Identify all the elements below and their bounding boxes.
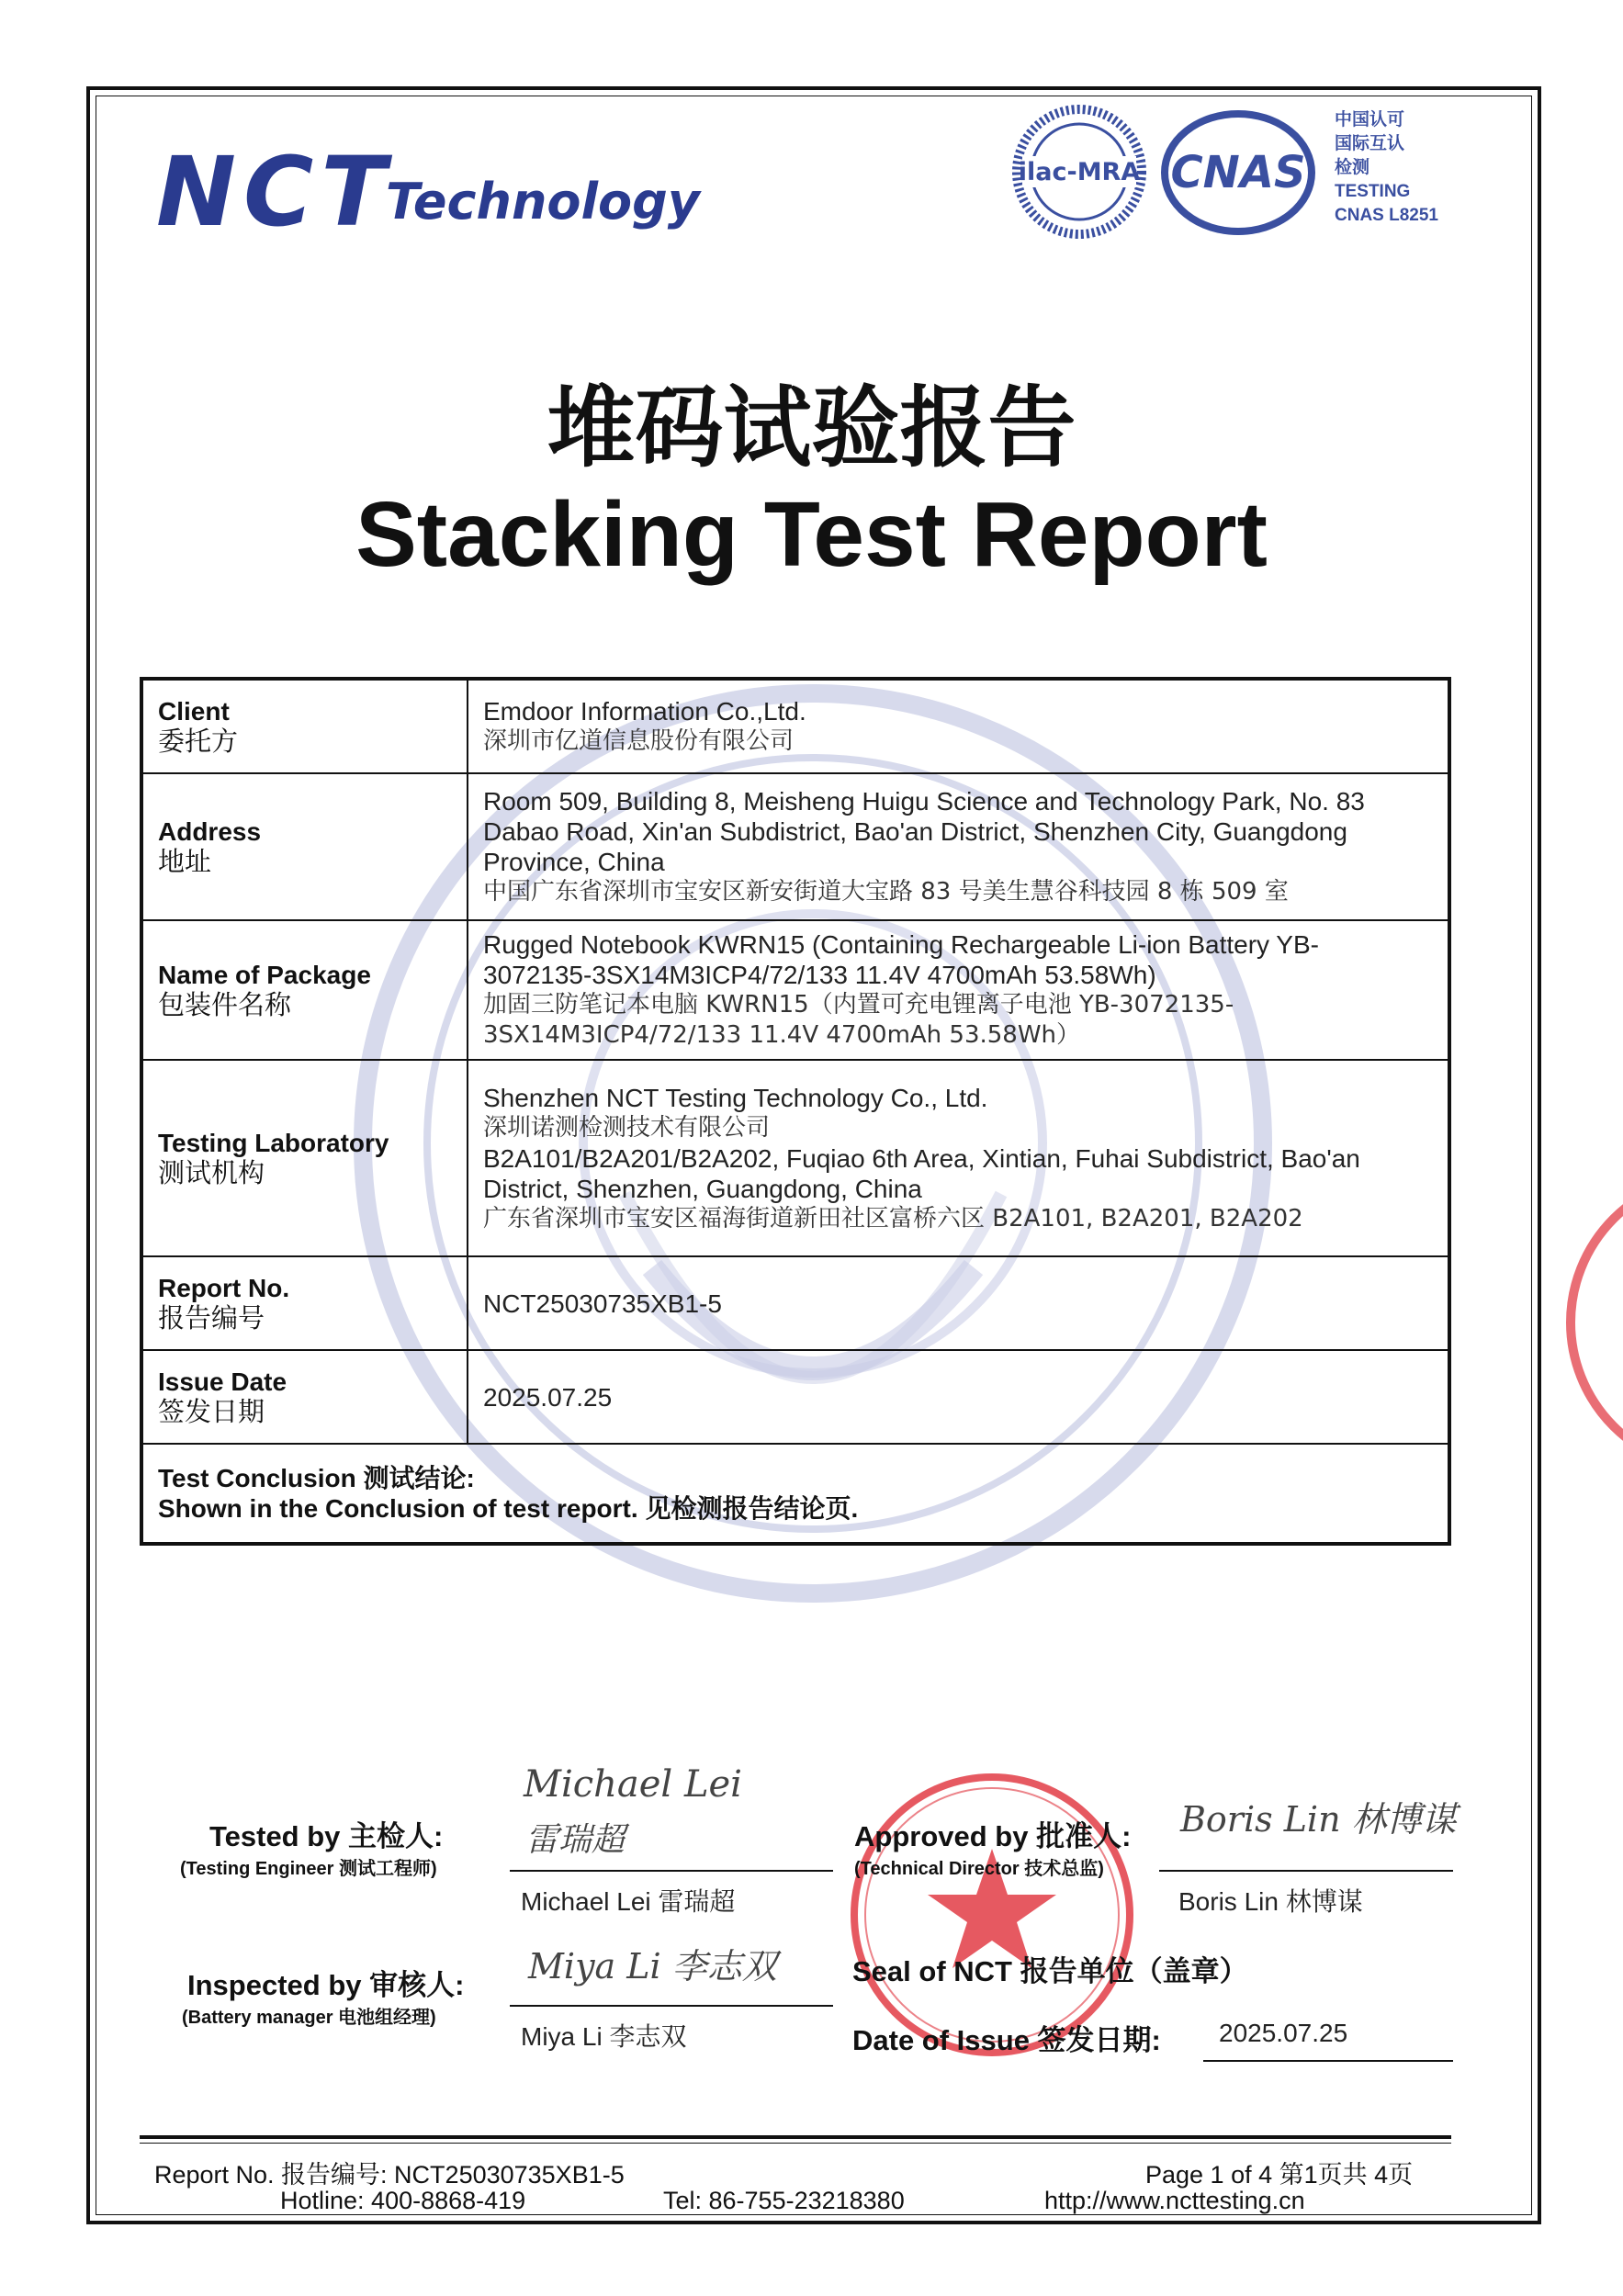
cnas-line: CNAS L8251 <box>1335 206 1438 225</box>
inspected-by-label: Inspected by 审核人: <box>187 1969 465 2001</box>
conclusion-heading: Test Conclusion 测试结论: <box>158 1464 475 1492</box>
approved-by-name: Boris Lin 林博谋 <box>1178 1887 1363 1916</box>
approved-sign-line <box>1159 1870 1453 1872</box>
address-value-line: Province, China <box>483 848 665 876</box>
footer-report-no: Report No. 报告编号: NCT25030735XB1-5 <box>154 2161 625 2189</box>
footer-hotline: Hotline: 400-8868-419 <box>280 2187 526 2214</box>
issue-date-value: 2025.07.25 <box>468 1350 1448 1444</box>
address-value-line: Dabao Road, Xin'an Subdistrict, Bao'an District, Shenzhen City, Guangdong <box>483 817 1347 846</box>
client-value-cn: 深圳市亿道信息股份有限公司 <box>483 727 795 755</box>
package-value-line: Rugged Notebook KWRN15 (Containing Rechargeable Li-ion Battery YB- <box>483 930 1319 959</box>
table-row-address <box>142 773 1448 920</box>
footer-page-number: Page 1 of 4 第1页共 4页 <box>1145 2161 1414 2189</box>
date-line <box>1203 2060 1453 2062</box>
approved-signature: Boris Lin 林博谋 <box>1180 1799 1457 1840</box>
tested-by-sub: (Testing Engineer 测试工程师) <box>180 1859 437 1879</box>
table-row-client <box>142 680 1448 773</box>
conclusion-cell <box>142 1444 1448 1543</box>
nct-logo-technology: Technology <box>386 173 700 231</box>
report-no-value: NCT25030735XB1-5 <box>468 1256 1448 1350</box>
table-row-conclusion <box>142 1444 1448 1543</box>
label-cell <box>142 920 468 1060</box>
title-english: Stacking Test Report <box>355 483 1268 586</box>
report-info-table <box>140 677 1451 1546</box>
tested-signature-en: Michael Lei <box>524 1763 742 1806</box>
footer-rule-thin <box>140 2143 1451 2144</box>
value-cell <box>468 920 1448 1060</box>
lab-name: Shenzhen NCT Testing Technology Co., Ltd. <box>483 1083 988 1112</box>
value-cell <box>468 680 1448 773</box>
cnas-logo <box>1159 108 1317 237</box>
tested-sign-line <box>510 1870 833 1872</box>
inspected-by-name: Miya Li 李志双 <box>521 2022 687 2051</box>
value-cell <box>468 1060 1448 1256</box>
tested-by-name: Michael Lei 雷瑞超 <box>521 1887 736 1916</box>
package-label: Name of Package <box>158 961 371 989</box>
tested-signature-cn: 雷瑞超 <box>525 1821 626 1859</box>
cnas-accreditation-text <box>1335 108 1438 228</box>
package-value-cn-line: 加固三防笔记本电脑 KWRN15（内置可充电锂离子电池 YB-3072135- <box>483 991 1234 1019</box>
client-value: Emdoor Information Co.,Ltd. <box>483 697 806 726</box>
footer-website-link[interactable]: http://www.ncttesting.cn <box>1044 2187 1305 2214</box>
report-no-label: Report No. <box>158 1274 290 1302</box>
lab-label: Testing Laboratory <box>158 1129 389 1157</box>
inspected-sign-line <box>510 2005 833 2007</box>
package-value-cn-line: 3SX14M3ICP4/72/133 11.4V 4700mAh 53.58Wh） <box>483 1021 1081 1049</box>
lab-address-cn: 广东省深圳市宝安区福海街道新田社区富桥六区 B2A101, B2A201, B2A202 <box>483 1204 1303 1232</box>
date-of-issue-label: Date of Issue 签发日期: <box>852 2024 1161 2056</box>
value-cell <box>468 773 1448 920</box>
report-no-label-cn: 报告编号 <box>158 1302 265 1334</box>
title-chinese: 堆码试验报告 <box>547 376 1076 479</box>
cnas-line: TESTING <box>1335 182 1411 201</box>
label-cell <box>142 1060 468 1256</box>
lab-address-line: District, Shenzhen, Guangdong, China <box>483 1174 922 1203</box>
date-of-issue-value: 2025.07.25 <box>1219 2019 1348 2047</box>
conclusion-text: Shown in the Conclusion of test report. 见检测报告结论页. <box>158 1494 859 1523</box>
footer-tel: Tel: 86-755-23218380 <box>663 2187 905 2214</box>
issue-date-label: Issue Date <box>158 1367 287 1396</box>
seal-label: Seal of NCT 报告单位（盖章） <box>852 1955 1248 1987</box>
client-label-cn: 委托方 <box>158 726 239 757</box>
tested-by-label: Tested by 主检人: <box>209 1820 444 1852</box>
cnas-line: 国际互认 <box>1335 134 1405 153</box>
cnas-line: 检测 <box>1335 158 1370 177</box>
label-cell <box>142 773 468 920</box>
address-value-line: Room 509, Building 8, Meisheng Huigu Science and Technology Park, No. 83 <box>483 787 1365 816</box>
ilac-mra-logo <box>1006 103 1153 241</box>
package-label-cn: 包装件名称 <box>158 989 292 1020</box>
lab-name-cn: 深圳诺测检测技术有限公司 <box>483 1113 771 1142</box>
lab-label-cn: 测试机构 <box>158 1157 265 1188</box>
approved-by-label: Approved by 批准人: <box>854 1820 1132 1852</box>
lab-address-line: B2A101/B2A201/B2A202, Fuqiao 6th Area, Xintian, Fuhai Subdistrict, Bao'an <box>483 1143 1360 1173</box>
table-row-package <box>142 920 1448 1060</box>
package-value-line: 3072135-3SX14M3ICP4/72/133 11.4V 4700mAh 53.58Wh) <box>483 961 1156 989</box>
issue-date-label-cn: 签发日期 <box>158 1396 265 1427</box>
label-cell <box>142 1350 468 1444</box>
cnas-text: CNAS <box>1170 147 1306 198</box>
label-cell <box>142 1256 468 1350</box>
approved-by-sub: (Technical Director 技术总监) <box>854 1859 1104 1879</box>
table-row-issue-date <box>142 1350 1448 1444</box>
footer-rule-thick <box>140 2135 1451 2139</box>
ilac-text: ilac-MRA <box>1018 158 1141 186</box>
nct-logo: NCT <box>156 136 394 248</box>
label-cell <box>142 680 468 773</box>
address-label: Address <box>158 817 262 846</box>
cnas-line: 中国认可 <box>1335 110 1405 129</box>
inspected-signature: Miya Li 李志双 <box>528 1946 777 1986</box>
client-label: Client <box>158 697 230 726</box>
address-value-cn: 中国广东省深圳市宝安区新安街道大宝路 83 号美生慧谷科技园 8 栋 509 室 <box>483 878 1289 906</box>
red-seal-edge <box>1561 1166 1623 1479</box>
table-row-report-no <box>142 1256 1448 1350</box>
address-label-cn: 地址 <box>158 846 212 877</box>
inspected-by-sub: (Battery manager 电池组经理) <box>182 2008 436 2028</box>
table-row-lab <box>142 1060 1448 1256</box>
